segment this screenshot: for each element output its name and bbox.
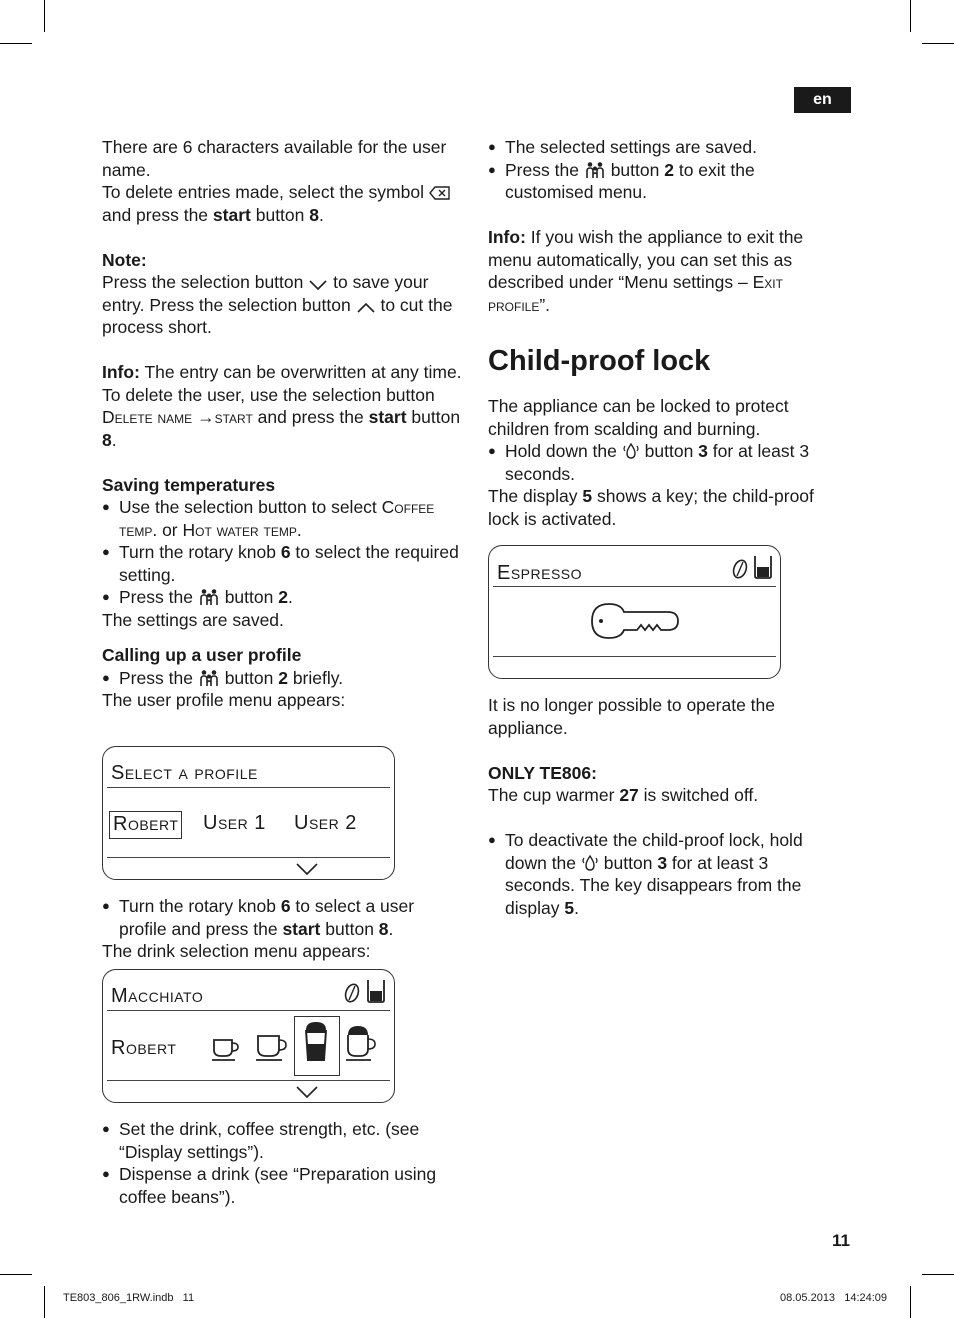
divider bbox=[107, 1080, 390, 1081]
crop-mark bbox=[0, 1274, 32, 1275]
user-profile-icon bbox=[198, 669, 220, 687]
footer-file: TE803_806_1RW.indb 11 bbox=[63, 1292, 195, 1304]
divider bbox=[107, 857, 390, 858]
crop-mark bbox=[0, 43, 32, 44]
list-item: ● Use the selection button to select Coffee temp. or Hot water temp. bbox=[102, 496, 462, 541]
language-tab: en bbox=[794, 87, 851, 113]
list-item: ● Press the button 2 to exit the customised menu. bbox=[488, 159, 843, 204]
coffee-bean-icon bbox=[343, 982, 361, 1004]
crop-mark bbox=[910, 1286, 911, 1318]
list-item: ● Press the button 2 briefly. bbox=[102, 667, 462, 690]
paragraph: The drink selection menu appears: bbox=[102, 941, 371, 961]
right-column bbox=[488, 136, 843, 530]
key-icon bbox=[590, 602, 682, 640]
section-title: Child-proof lock bbox=[488, 345, 711, 377]
chevron-down-icon bbox=[308, 279, 328, 291]
paragraph: There are 6 characters available for the user name. bbox=[102, 137, 447, 180]
list-item: ● To deactivate the child-proof lock, hold down the button 3 for at least 3 seconds. The key disappears from the display 5. bbox=[488, 829, 843, 919]
section-heading: Calling up a user profile bbox=[102, 645, 302, 665]
backspace-icon bbox=[429, 185, 451, 201]
divider bbox=[493, 586, 776, 587]
paragraph: It is no longer possible to operate the appliance. bbox=[488, 695, 775, 738]
paragraph: The display 5 shows a key; the child-proof lock is activated. bbox=[488, 486, 814, 529]
chevron-down-icon bbox=[295, 862, 319, 876]
divider bbox=[107, 1010, 390, 1011]
section-heading: Saving temperatures bbox=[102, 474, 276, 495]
coffee-cup-icon[interactable] bbox=[255, 1032, 291, 1062]
crop-mark bbox=[910, 0, 911, 32]
display-child-lock bbox=[488, 545, 781, 679]
divider bbox=[107, 787, 390, 788]
steam-drop-icon bbox=[622, 442, 640, 460]
espresso-cup-icon[interactable] bbox=[211, 1034, 243, 1062]
crop-mark bbox=[922, 43, 954, 44]
list-item: ● Hold down the button 3 for at least 3 seconds. bbox=[488, 440, 843, 485]
chevron-up-icon bbox=[356, 302, 376, 314]
paragraph: Info: The entry can be overwritten at any time. bbox=[102, 362, 462, 382]
paragraph: To delete the user, use the selection button Delete name →start and press the start button 8. bbox=[102, 384, 461, 450]
paragraph: The user profile menu appears: bbox=[102, 690, 346, 710]
cup-size-icon bbox=[753, 554, 773, 580]
subheading: ONLY TE806: bbox=[488, 762, 597, 783]
paragraph: The appliance can be locked to protect children from scalding and burning. bbox=[488, 396, 789, 439]
left-column bbox=[102, 136, 462, 712]
right-column-lower bbox=[488, 694, 843, 919]
paragraph: To delete entries made, select the symbol and press the start button 8. bbox=[102, 181, 462, 226]
cup-size-icon bbox=[366, 978, 386, 1004]
display-title: Macchiato bbox=[111, 985, 204, 1007]
profile-option-user1[interactable]: User 1 bbox=[203, 812, 266, 834]
chevron-down-icon bbox=[295, 1085, 319, 1099]
list-item: ● Turn the rotary knob 6 to select the required setting. bbox=[102, 541, 462, 586]
latte-macchiato-glass-icon[interactable] bbox=[303, 1020, 329, 1064]
list-item: ● The selected settings are saved. bbox=[488, 136, 843, 159]
crop-mark bbox=[922, 1274, 954, 1275]
profile-option-user2[interactable]: User 2 bbox=[294, 812, 357, 834]
coffee-bean-icon bbox=[731, 558, 749, 580]
crop-mark bbox=[44, 1286, 45, 1318]
profile-option-robert[interactable]: Robert bbox=[109, 811, 182, 839]
paragraph: Press the selection button to save your entry. Press the selection button to cut the process short. bbox=[102, 272, 453, 337]
divider bbox=[493, 656, 776, 657]
paragraph: The cup warmer 27 is switched off. bbox=[488, 785, 759, 805]
note-heading: Note: bbox=[102, 249, 147, 270]
display-drink-selection bbox=[102, 969, 395, 1103]
left-column-bottom bbox=[102, 1118, 462, 1208]
paragraph: The settings are saved. bbox=[102, 609, 284, 630]
display-title: Espresso bbox=[497, 562, 583, 584]
user-name: Robert bbox=[111, 1037, 177, 1059]
display-select-profile bbox=[102, 746, 395, 880]
list-item: ● Dispense a drink (see “Preparation using coffee beans”). bbox=[102, 1163, 462, 1208]
display-title: Select a profile bbox=[111, 762, 258, 784]
user-profile-icon bbox=[198, 588, 220, 606]
steam-drop-icon bbox=[581, 854, 599, 872]
footer-date: 08.05.2013 14:24:09 bbox=[780, 1292, 888, 1304]
list-item: ● Press the button 2. bbox=[102, 586, 462, 609]
left-column-lower bbox=[102, 895, 462, 963]
list-item: ● Set the drink, coffee strength, etc. (see “Display settings”). bbox=[102, 1118, 462, 1163]
paragraph: Info: If you wish the appliance to exit the menu automatically, you can set this as described under “Menu settings – Exit profile”. bbox=[488, 227, 804, 315]
page-number: 11 bbox=[832, 1231, 850, 1250]
user-profile-icon bbox=[584, 161, 606, 179]
list-item: ● Turn the rotary knob 6 to select a user profile and press the start button 8. bbox=[102, 895, 462, 940]
cappuccino-cup-icon[interactable] bbox=[345, 1023, 381, 1063]
crop-mark bbox=[44, 0, 45, 32]
